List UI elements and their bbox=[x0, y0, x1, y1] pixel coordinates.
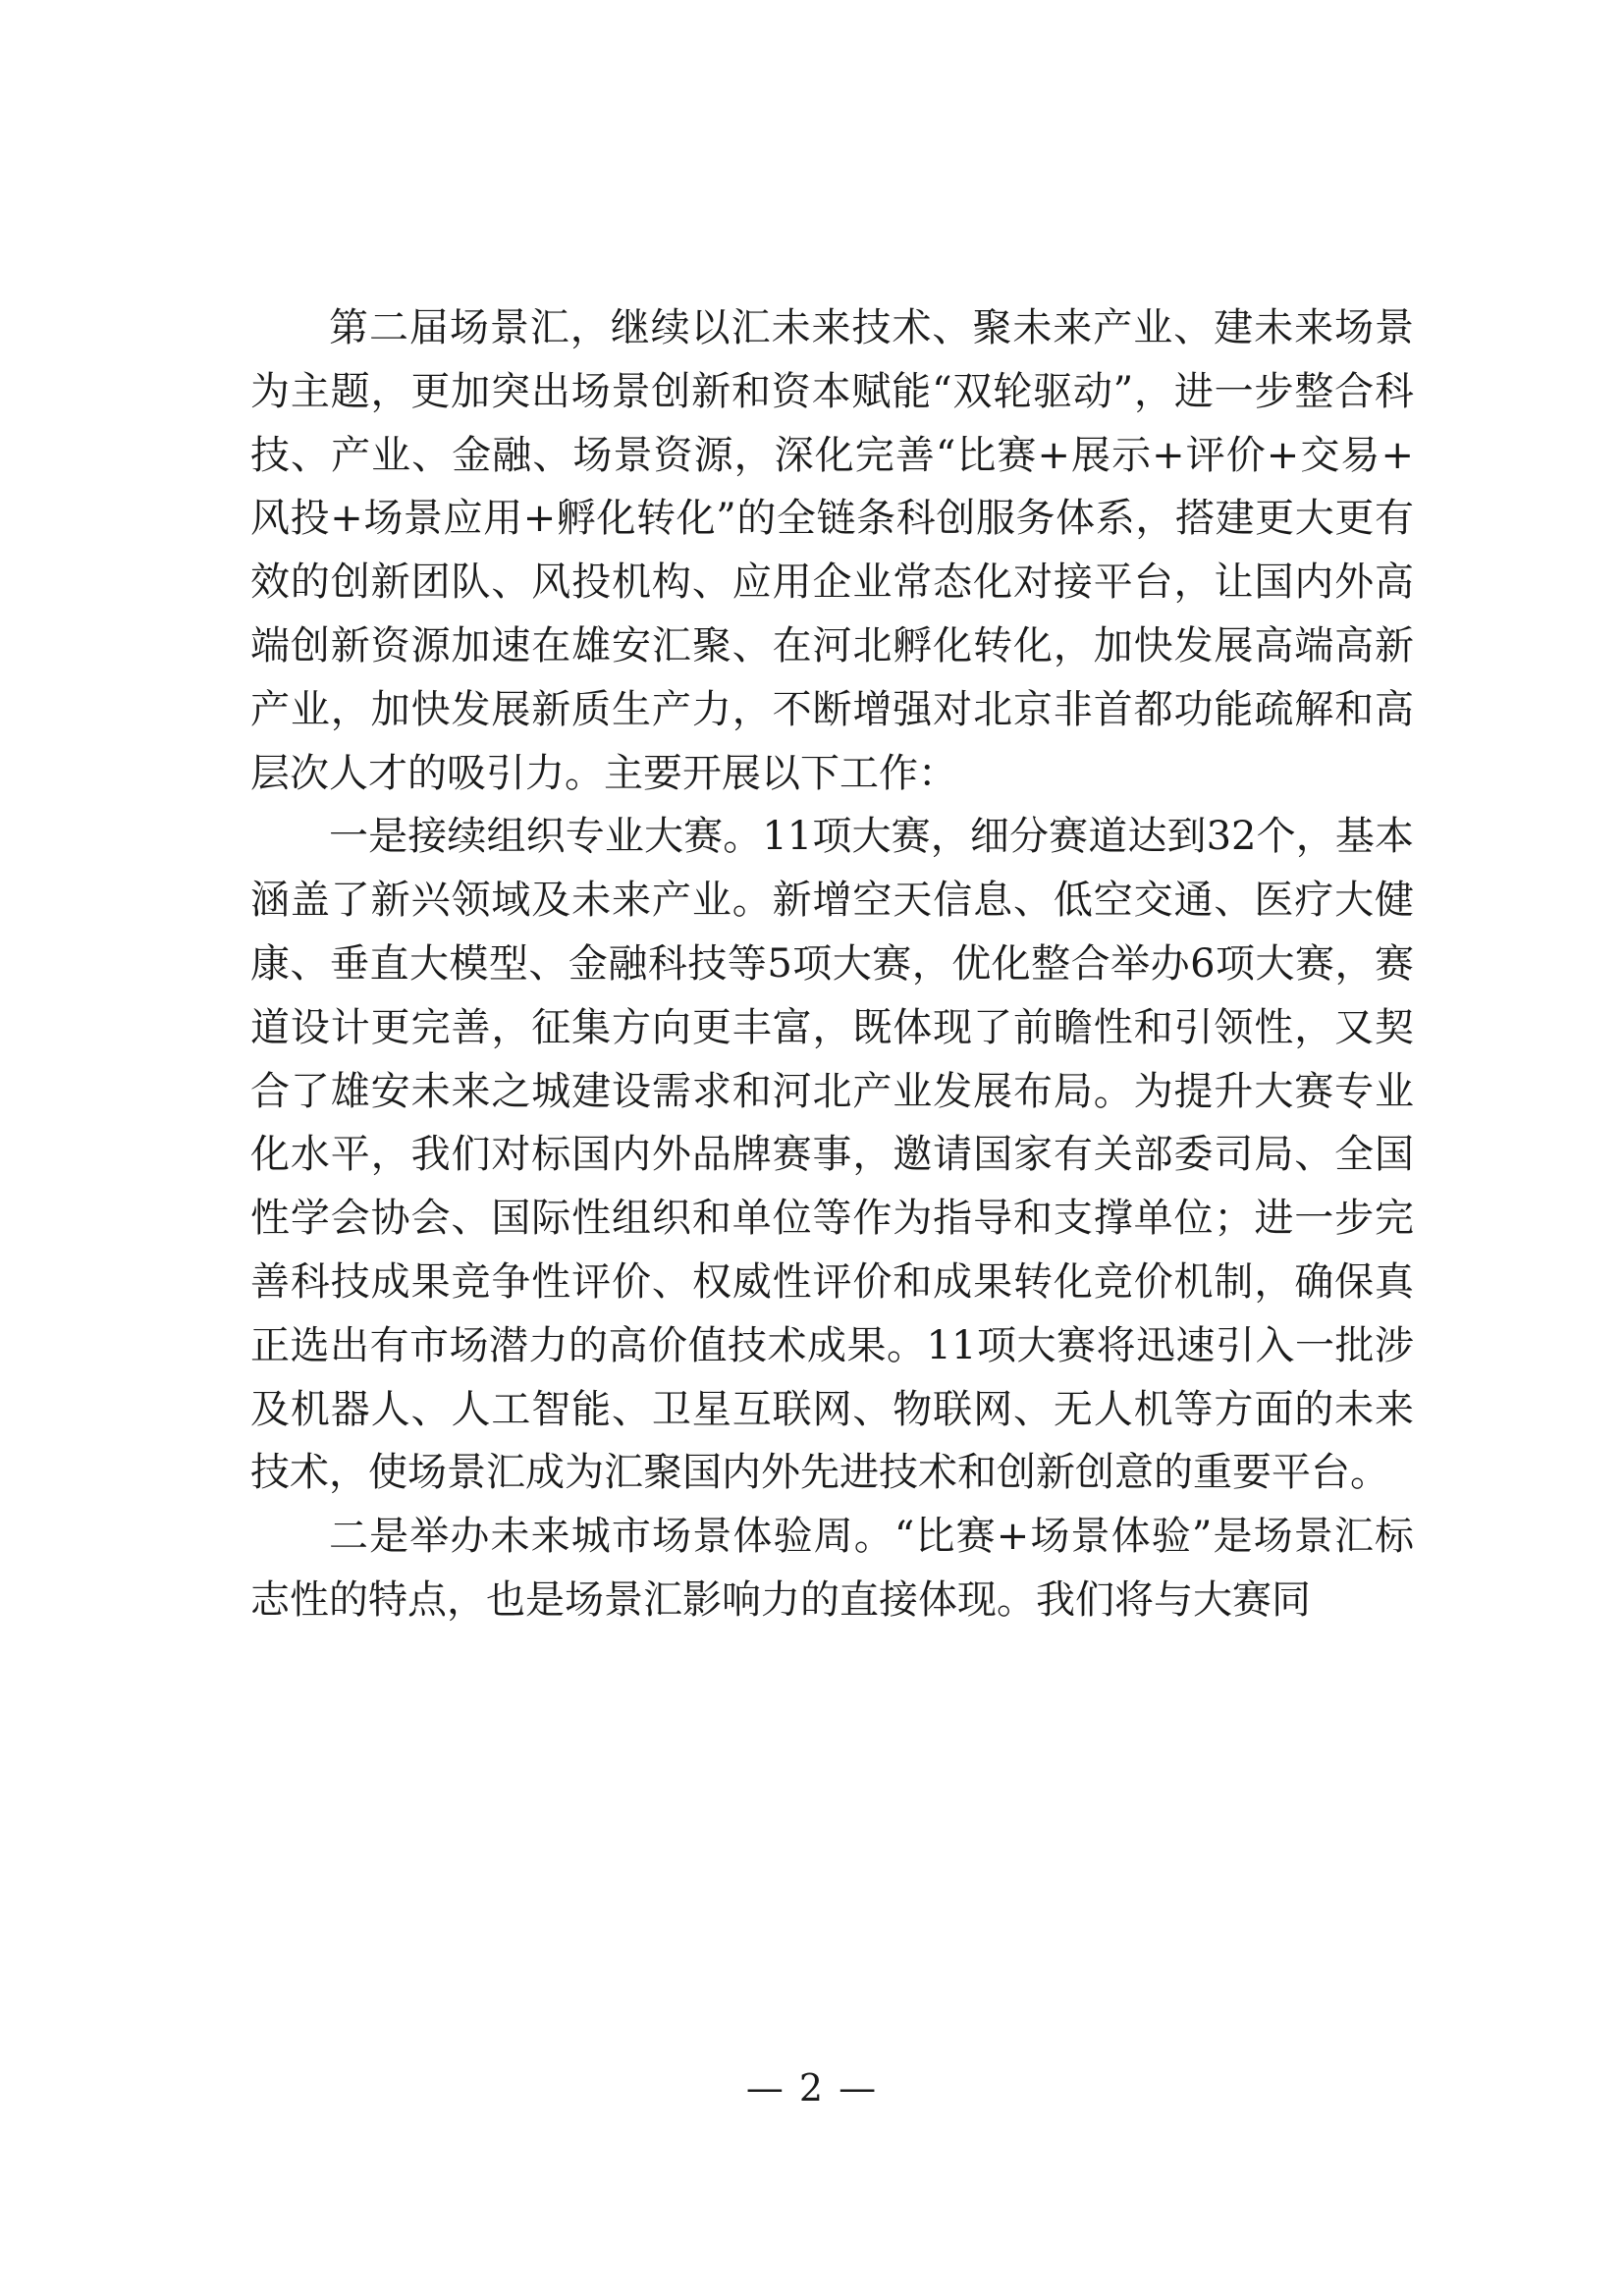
paragraph-intro: 第二届场景汇，继续以汇未来技术、聚未来产业、建未来场景为主题，更加突出场景创新和资本赋能“双轮驱动”，进一步整合科技、产业、金融、场景资源，深化完善“比赛+展示+评价+交易+风投+场景应用+孵化转化”的全链条科创服务体系，搭建更大更有效的创新团队、风投机构、应用企业常态化对接平台，让国内外高端创新资源加速在雄安汇聚、在河北孵化转化，加快发展高端高新产业，加快发展新质生产力，不断增强对北京非首都功能疏解和高层次人才的吸引力。主要开展以下工作： bbox=[250, 305, 1414, 796]
page-number: — 2 — bbox=[745, 2066, 879, 2109]
paragraph-item-two: 二是举办未来城市场景体验周。“比赛+场景体验”是场景汇标志性的特点，也是场景汇影响力的直接体现。我们将与大赛同 bbox=[250, 1514, 1414, 1623]
paragraph-item-one: 一是接续组织专业大赛。11项大赛，细分赛道达到32个，基本涵盖了新兴领域及未来产业。新增空天信息、低空交通、医疗大健康、垂直大模型、金融科技等5项大赛，优化整合举办6项大赛，赛道设计更完善，征集方向更丰富，既体现了前瞻性和引领性，又契合了雄安未来之城建设需求和河北产业发展布局。为提升大赛专业化水平，我们对标国内外品牌赛事，邀请国家有关部委司局、全国性学会协会、国际性组织和单位等作为指导和支撑单位；进一步完善科技成果竞争性评价、权威性评价和成果转化竞价机制，确保真正选出有市场潜力的高价值技术成果。11项大赛将迅速引入一批涉及机器人、人工智能、卫星互联网、物联网、无人机等方面的未来技术，使场景汇成为汇聚国内外先进技术和创新创意的重要平台。 bbox=[250, 814, 1414, 1496]
document-body bbox=[250, 296, 1414, 1632]
